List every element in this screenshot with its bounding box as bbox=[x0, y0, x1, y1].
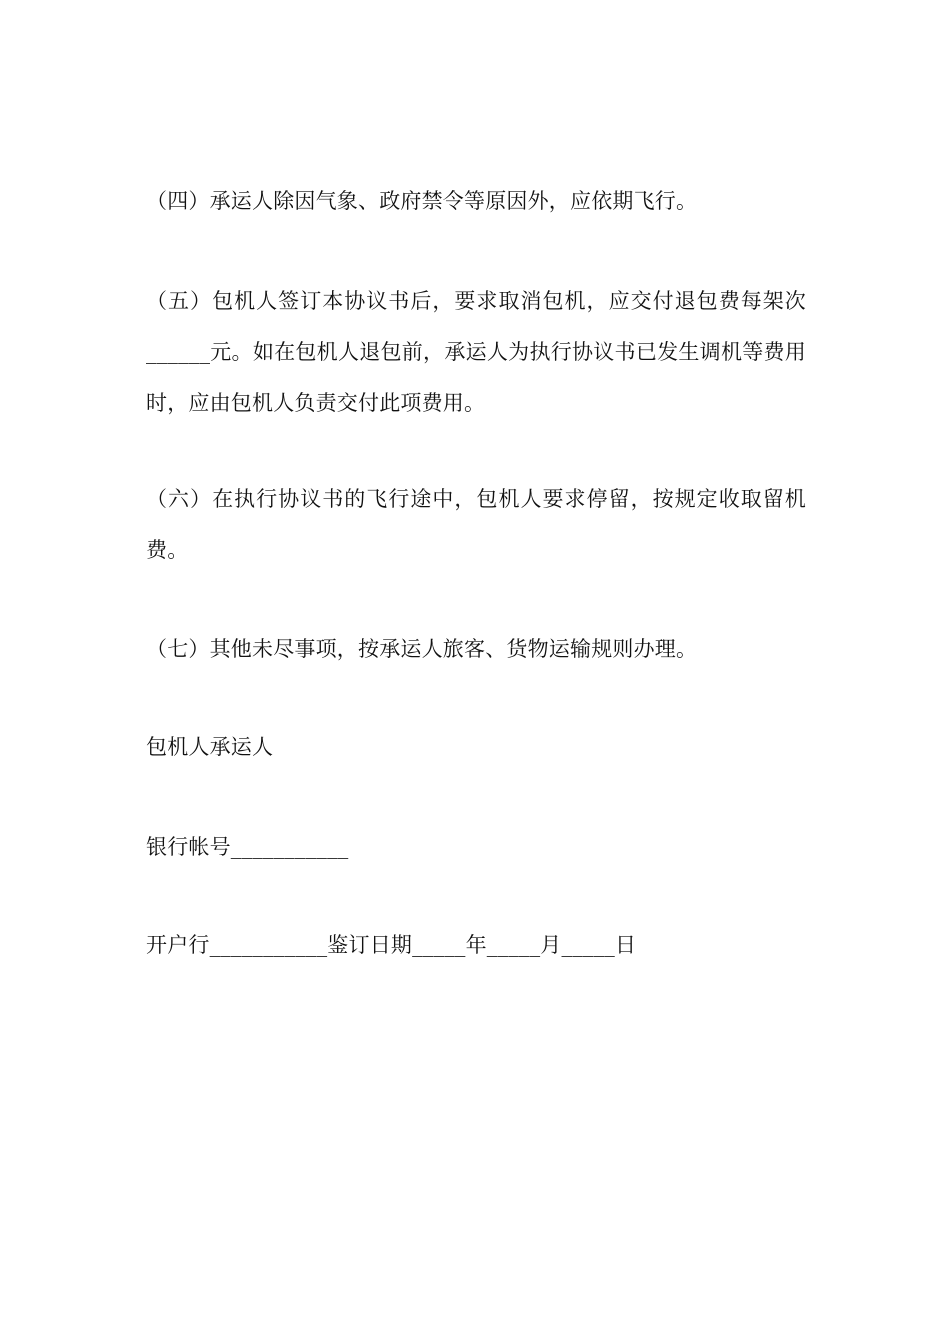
signature-parties: 包机人承运人 bbox=[146, 735, 274, 759]
bank-and-date-line: 开户行___________鉴订日期_____年_____月_____日 bbox=[146, 933, 637, 957]
clause-4: （四）承运人除因气象、政府禁令等原因外，应依期飞行。 bbox=[146, 189, 698, 213]
clause-7: （七）其他未尽事项，按承运人旅客、货物运输规则办理。 bbox=[146, 637, 698, 661]
clause-6: （六）在执行协议书的飞行途中，包机人要求停留，按规定收取留机费。 bbox=[146, 487, 806, 562]
clause-5: （五）包机人签订本协议书后，要求取消包机，应交付退包费每架次______元。如在包机人退包前，承运人为执行协议书已发生调机等费用时，应由包机人负责交付此项费用。 bbox=[146, 289, 806, 415]
bank-account-line: 银行帐号___________ bbox=[146, 835, 349, 859]
